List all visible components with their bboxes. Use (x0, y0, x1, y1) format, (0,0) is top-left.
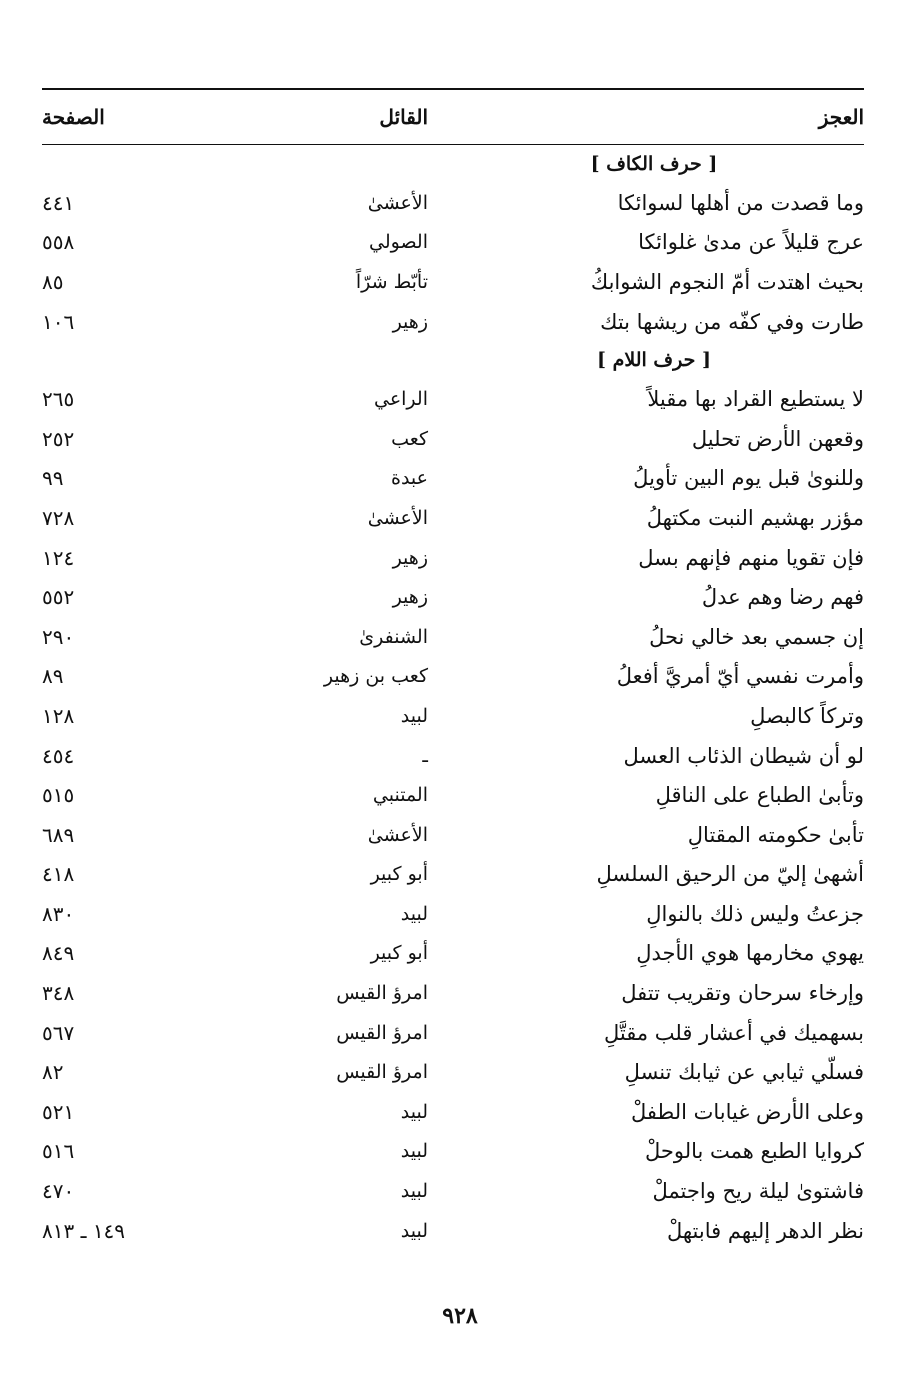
verse-text: أشهىٰ إليّ من الرحيق السلسلِ (596, 862, 864, 887)
table-row (42, 262, 864, 302)
page-ref: ٥٦٧ (42, 1020, 75, 1045)
poet-name: الشنفرىٰ (359, 625, 428, 648)
table-header (42, 90, 864, 144)
verse-text: كروايا الطبع همت بالوحلْ (644, 1139, 864, 1164)
poet-name: الأعشىٰ (367, 506, 428, 529)
verse-text: وعلى الأرض غيابات الطفلْ (630, 1099, 864, 1124)
poet-name: امرؤ القيس (336, 1061, 428, 1084)
verse-text: مؤزر بهشيم النبت مكتهلُ (646, 505, 864, 530)
table-row (42, 1092, 864, 1132)
verse-text: وللنوىٰ قبل يوم البين تأويلُ (633, 466, 864, 491)
page-ref: ٢٥٢ (42, 426, 75, 451)
verse-text: فإن تقويا منهم فإنهم بسل (638, 545, 864, 570)
poet-name: المتنبي (372, 784, 428, 807)
poet-name: الراعي (373, 388, 428, 411)
poet-name: لبيد (400, 1219, 428, 1242)
page-ref: ١٤٩ ـ ٨١٣ (42, 1218, 126, 1243)
page-ref: ١٢٨ (42, 703, 75, 728)
verse-text: تأبىٰ حكومته المقتالِ (687, 822, 864, 847)
poet-name: لبيد (400, 1180, 428, 1203)
table-row (42, 855, 864, 895)
page-ref: ٥١٥ (42, 783, 75, 808)
section-title: [ حرف الكاف ] (590, 153, 718, 175)
page-ref: ٤٧٠ (42, 1179, 75, 1204)
poet-name: ـ (422, 744, 428, 767)
table-row (42, 379, 864, 419)
verse-text: لو أن شيطان الذئاب العسل (623, 743, 864, 768)
page-ref: ٩٩ (42, 466, 64, 491)
poet-name: لبيد (400, 704, 428, 727)
header-verse: العجز (818, 105, 864, 129)
table-row (42, 1013, 864, 1053)
table-row (42, 577, 864, 617)
verse-text: وما قصدت من أهلها لسوائكا (617, 190, 864, 215)
page-ref: ٨٣٠ (42, 901, 75, 926)
table-row (42, 223, 864, 263)
index-page (42, 88, 864, 1250)
verse-text: يهوي مخارمها هوي الأجدلِ (636, 941, 864, 966)
verse-text: فسلّي ثيابي عن ثيابك تنسلِ (624, 1060, 864, 1085)
verse-text: طارت وفي كفّه من ريشها بتك (600, 309, 864, 334)
page-ref: ٨٢ (42, 1060, 64, 1085)
page-ref: ٤٥٤ (42, 743, 75, 768)
verse-text: وتركاً كالبصلِ (750, 703, 864, 728)
table-row (42, 775, 864, 815)
poet-name: لبيد (400, 1140, 428, 1163)
verse-text: بحيث اهتدت أمّ النجوم الشوابكُ (590, 269, 864, 294)
poet-name: الصولي (369, 231, 428, 254)
poet-name: عبدة (391, 467, 428, 490)
poet-name: أبو كبير (370, 942, 428, 965)
table-row (42, 538, 864, 578)
page-ref: ٨٥ (42, 269, 64, 294)
table-row (42, 1052, 864, 1092)
page-ref: ٤١٨ (42, 862, 75, 887)
table-row (42, 696, 864, 736)
page-ref: ١٠٦ (42, 309, 75, 334)
page-ref: ٨٩ (42, 664, 64, 689)
table-row (42, 183, 864, 223)
poet-name: كعب بن زهير (323, 665, 428, 688)
page-ref: ٥٥٨ (42, 230, 75, 255)
table-row (42, 894, 864, 934)
table-row (42, 419, 864, 459)
verse-text: وقعهن الأرض تحليل (691, 426, 864, 451)
header-poet: القائل (379, 105, 428, 129)
page-ref: ٥٢١ (42, 1099, 75, 1124)
verse-text: لا يستطيع القراد بها مقيلاً (647, 387, 864, 412)
header-page: الصفحة (42, 105, 105, 129)
table-row (42, 657, 864, 697)
table-row (42, 302, 864, 342)
table-row (42, 617, 864, 657)
verse-text: وتأبىٰ الطباع على الناقلِ (655, 783, 864, 808)
table-row (42, 815, 864, 855)
verse-text: بسهميك في أعشار قلب مقتَّلِ (603, 1020, 864, 1045)
poet-name: لبيد (400, 1100, 428, 1123)
verse-text: وإرخاء سرحان وتقريب تتفل (621, 981, 864, 1006)
page-ref: ٣٤٨ (42, 981, 75, 1006)
table-row (42, 1211, 864, 1251)
table-row (42, 1171, 864, 1211)
page-ref: ٥١٦ (42, 1139, 75, 1164)
verse-text: فاشتوىٰ ليلة ريح واجتملْ (652, 1179, 864, 1204)
poet-name: أبو كبير (370, 863, 428, 886)
page-number: ٩٢٨ (442, 1303, 478, 1329)
verse-text: عرج قليلاً عن مدىٰ غلوائكا (638, 230, 864, 255)
poet-name: لبيد (400, 902, 428, 925)
poet-name: امرؤ القيس (336, 982, 428, 1005)
verse-text: جزعتُ وليس ذلك بالنوالِ (646, 901, 864, 926)
table-row (42, 736, 864, 776)
poet-name: زهير (392, 310, 428, 333)
page-ref: ١٢٤ (42, 545, 75, 570)
table-row (42, 1132, 864, 1172)
poet-name: امرؤ القيس (336, 1021, 428, 1044)
table-row (42, 498, 864, 538)
page-ref: ٧٢٨ (42, 505, 75, 530)
page-ref: ٢٩٠ (42, 624, 75, 649)
page-ref: ٦٨٩ (42, 822, 75, 847)
table-row (42, 973, 864, 1013)
page-ref: ٨٤٩ (42, 941, 75, 966)
verse-text: فهم رضا وهم عدلُ (701, 585, 864, 610)
poet-name: الأعشىٰ (367, 823, 428, 846)
sections (42, 145, 864, 1250)
verse-text: إن جسمي بعد خالي نحلُ (649, 624, 864, 649)
poet-name: كعب (391, 427, 428, 450)
section-title: [ حرف اللام ] (597, 349, 711, 372)
page-ref: ٤٤١ (42, 190, 75, 215)
poet-name: زهير (392, 546, 428, 569)
verse-text: نظر الدهر إليهم فابتهلْ (666, 1218, 864, 1243)
table-row (42, 459, 864, 499)
poet-name: الأعشىٰ (367, 191, 428, 214)
poet-name: تأبّط شرّاً (355, 270, 428, 293)
poet-name: زهير (392, 586, 428, 609)
page-ref: ٢٦٥ (42, 387, 75, 412)
verse-text: وأمرت نفسي أيّ أمريَّ أفعلُ (616, 664, 864, 689)
page-ref: ٥٥٢ (42, 585, 75, 610)
table-row (42, 934, 864, 974)
